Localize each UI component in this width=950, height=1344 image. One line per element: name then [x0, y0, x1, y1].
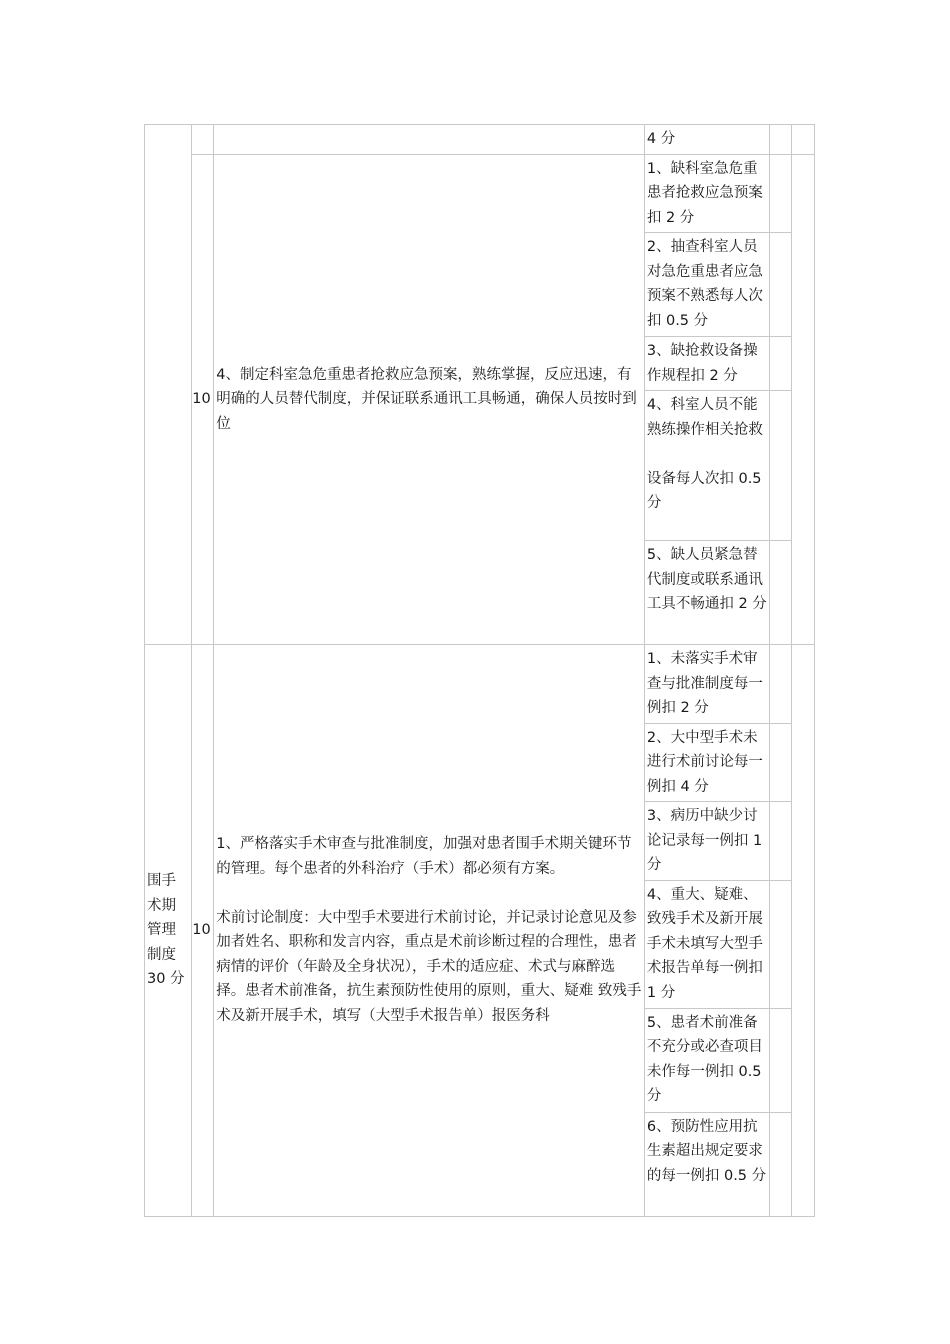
deduction-text: 4、重大、疑难、致残手术及新开展手术未填写大型手术报告单每一例扣 1 分 [646, 886, 768, 1001]
deduction-cell [644, 645, 769, 724]
deduction-text: 4 分 [646, 131, 676, 147]
blank-cell [769, 337, 791, 391]
score-cell [192, 154, 214, 645]
deduction-text: 1、未落实手术审查与批准制度每一例扣 2 分 [646, 651, 763, 716]
blank-cell [791, 154, 814, 645]
table-row-continued [145, 125, 815, 155]
blank-cell [769, 880, 791, 1008]
deduction-text: 6、预防性应用抗生素超出规定要求的每一例扣 0.5 分 [646, 1118, 767, 1184]
requirement-cell-empty [214, 125, 645, 155]
deduction-cell [644, 391, 769, 541]
requirement-text: 1、严格落实手术审查与批准制度，加强对患者围手术期关键环节的管理。每个患者的外科治疗（手术）都必须有方案。 术前讨论制度：大中型手术要进行术前讨论，并记录讨论意见及参加者姓名、职称和发言内容，重点是术前诊断过程的合理性，患者病情的评价（年龄及全身状况），手术的适应症、术式与麻醉选择。患者术前准备，抗生素预防性使用的原则，重大、疑难 致残手术及新开展手术，填写（大型手术报告单）报医务科 [216, 836, 642, 1024]
category-cell-empty [145, 125, 192, 645]
deduction-cell [644, 541, 769, 645]
deduction-text: 5、患者术前准备不充分或必查项目未作每一例扣 0.5 分 [646, 1014, 767, 1104]
deduction-cell [644, 337, 769, 391]
deduction-cell [644, 233, 769, 337]
blank-cell [791, 125, 814, 155]
requirement-cell [214, 645, 645, 1217]
table-row [145, 154, 815, 233]
deduction-cell [644, 125, 769, 155]
blank-cell [769, 1008, 791, 1112]
blank-cell [769, 233, 791, 337]
blank-cell [769, 1112, 791, 1216]
blank-cell [769, 645, 791, 724]
score-cell [192, 645, 214, 1217]
deduction-text: 4、科室人员不能熟练操作相关抢救 设备每人次扣 0.5 分 [646, 397, 763, 511]
deduction-text: 3、病历中缺少讨论记录每一例扣 1 分 [646, 808, 767, 873]
deduction-cell [644, 1112, 769, 1216]
deduction-text: 2、抽查科室人员对急危重患者应急预案不熟悉每人次扣 0.5 分 [646, 239, 763, 329]
deduction-cell [644, 1008, 769, 1112]
category-text: 围手术期管理制度 30 分 [147, 873, 185, 987]
category-cell [145, 645, 192, 1217]
score-value: 10 [192, 922, 211, 938]
blank-cell [791, 645, 814, 1217]
blank-cell [769, 125, 791, 155]
deduction-cell [644, 154, 769, 233]
score-value: 10 [192, 391, 211, 407]
deduction-text: 1、缺科室急危重患者抢救应急预案扣 2 分 [646, 160, 763, 226]
deduction-cell [644, 723, 769, 802]
blank-cell [769, 391, 791, 541]
table-row [145, 645, 815, 724]
deduction-text: 3、缺抢救设备操作规程扣 2 分 [646, 343, 758, 384]
score-cell-empty [192, 125, 214, 155]
deduction-text: 5、缺人员紧急替代制度或联系通讯工具不畅通扣 2 分 [646, 547, 767, 612]
standards-table [144, 124, 815, 1217]
deduction-cell [644, 802, 769, 881]
blank-cell [769, 154, 791, 233]
requirement-text: 4、制定科室急危重患者抢救应急预案，熟练掌握，反应迅速，有明确的人员替代制度，并保证联系通讯工具畅通，确保人员按时到位 [216, 366, 637, 432]
requirement-cell [214, 154, 645, 645]
blank-cell [769, 802, 791, 881]
deduction-cell [644, 880, 769, 1008]
blank-cell [769, 541, 791, 645]
blank-cell [769, 723, 791, 802]
deduction-text: 2、大中型手术未进行术前讨论每一例扣 4 分 [646, 729, 763, 795]
